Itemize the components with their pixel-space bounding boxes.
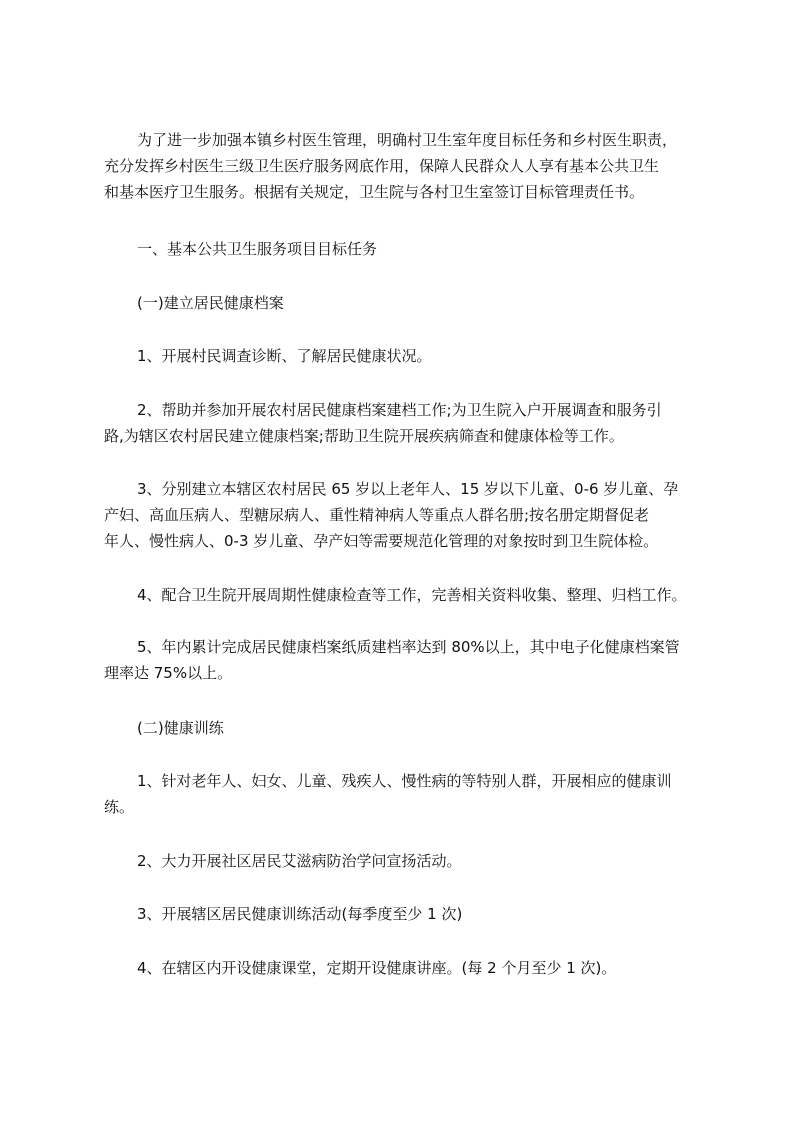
list-item xyxy=(104,397,716,449)
list-item xyxy=(104,343,716,369)
item-2-1-line-1: 1、针对老年人、妇女、儿童、残疾人、慢性病的等特别人群，开展相应的健康训 xyxy=(137,772,672,790)
list-item xyxy=(104,901,716,927)
document-page xyxy=(104,0,716,1122)
item-1-5-line-1: 5、年内累计完成居民健康档案纸质建档率达到 80%以上，其中电子化健康档案管 xyxy=(137,638,680,656)
list-item xyxy=(104,848,716,874)
subsection-heading xyxy=(104,715,716,741)
list-item xyxy=(104,582,716,608)
intro-line-2: 充分发挥乡村医生三级卫生医疗服务网底作用，保障人民群众人人享有基本公共卫生 xyxy=(104,157,660,175)
list-item xyxy=(104,476,716,554)
item-1-4-line-1: 4、配合卫生院开展周期性健康检查等工作，完善相关资料收集、整理、归档工作。 xyxy=(137,586,687,604)
item-1-2-line-1: 2、帮助并参加开展农村居民健康档案建档工作;为卫生院入户开展调查和服务引 xyxy=(137,401,662,419)
subsection-heading xyxy=(104,290,716,316)
item-2-2-line-1: 2、大力开展社区居民艾滋病防治学问宣扬活动。 xyxy=(137,852,462,870)
item-1-3-line-2: 产妇、高血压病人、型糖尿病人、重性精神病人等重点人群名册;按名册定期督促老 xyxy=(104,506,650,524)
list-item xyxy=(104,768,716,820)
item-1-3-line-3: 年人、慢性病人、0-3 岁儿童、孕产妇等需要规范化管理的对象按时到卫生院体检。 xyxy=(104,532,659,550)
subsection-1-heading-text: (一)建立居民健康档案 xyxy=(137,294,284,312)
list-item xyxy=(104,634,716,686)
item-1-1-line-1: 1、开展村民调查诊断、了解居民健康状况。 xyxy=(137,347,432,365)
item-2-1-line-2: 练。 xyxy=(104,798,135,816)
item-2-4-line-1: 4、在辖区内开设健康课堂，定期开设健康讲座。(每 2 个月至少 1 次)。 xyxy=(137,959,617,977)
list-item xyxy=(104,955,716,981)
item-2-3-line-1: 3、开展辖区居民健康训练活动(每季度至少 1 次) xyxy=(137,905,463,923)
item-1-5-line-2: 理率达 75%以上。 xyxy=(104,664,233,682)
section-heading xyxy=(104,236,716,262)
intro-line-3: 和基本医疗卫生服务。根据有关规定，卫生院与各村卫生室签订目标管理责任书。 xyxy=(104,183,645,201)
item-1-3-line-1: 3、分别建立本辖区农村居民 65 岁以上老年人、15 岁以下儿童、0-6 岁儿童、孕 xyxy=(137,480,679,498)
subsection-2-heading-text: (二)健康训练 xyxy=(137,719,224,737)
item-1-2-line-2: 路,为辖区农村居民建立健康档案;帮助卫生院开展疾病筛查和健康体检等工作。 xyxy=(104,427,624,445)
intro-paragraph xyxy=(104,127,716,205)
intro-line-1: 为了进一步加强本镇乡村医生管理，明确村卫生室年度目标任务和乡村医生职责， xyxy=(137,131,678,149)
section-heading-text: 一、基本公共卫生服务项目目标任务 xyxy=(137,240,378,258)
